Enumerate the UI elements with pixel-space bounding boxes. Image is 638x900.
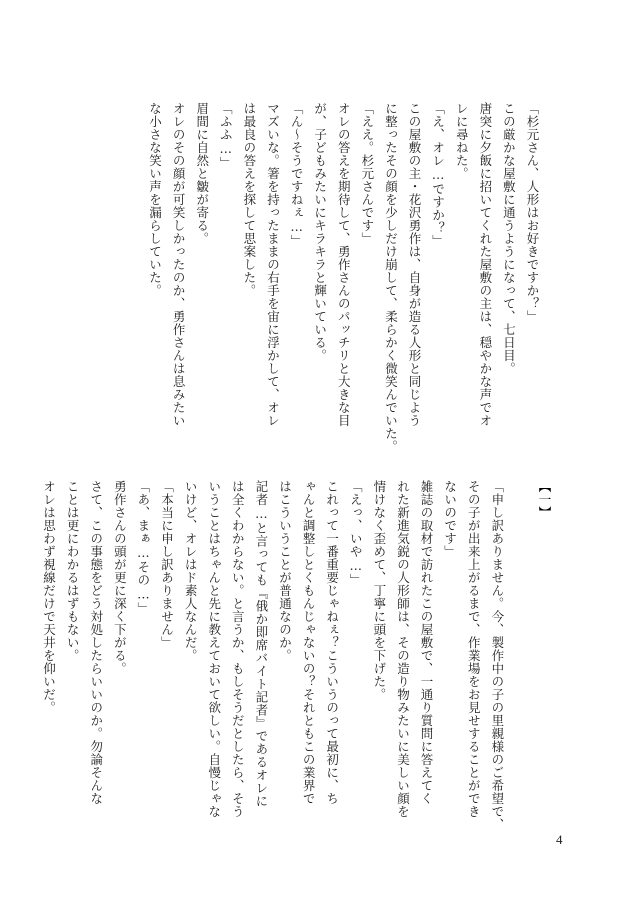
text-line: ないのです」 (442, 480, 458, 558)
text-line: オレの答えを期待して、勇作さんのパッチリと大きな目 (336, 102, 352, 427)
text-line: 記者…と言っても『俄か即席バイト記者』であるオレに (253, 480, 269, 808)
text-line: 「ん〜そうですねぇ…」 (289, 102, 305, 248)
text-line: オレは思わず視線だけで天井を仰いだ。 (41, 480, 57, 714)
text-line: オレのその顔が可笑しかったのか、勇作さんは息みたい (171, 102, 187, 427)
page-number: 4 (556, 832, 563, 847)
text-line: その子が出来上がるまで、作業場をお見せすることができ (466, 480, 482, 818)
text-line: 情けなく歪めて、丁寧に頭を下げた。 (371, 480, 387, 701)
text-line: れた新進気鋭の人形師は、その造り物みたいに美しい顔を (395, 480, 411, 818)
text-line: 眉間に自然と皺が寄る。 (194, 102, 210, 245)
text-line: 「本当に申し訳ありません」 (159, 480, 175, 649)
text-line: は最良の答えを探して思案した。 (241, 102, 257, 297)
text-line: レに尋ねた。 (454, 102, 470, 180)
text-line: ことは更にわかるはずもない。 (65, 480, 81, 662)
chapter-heading: 【一】 (537, 480, 552, 519)
text-line: さて、この事態をどう対処したらいいのか。勿論そんな (88, 480, 104, 805)
text-line: 唐突に夕飯に招いてくれた屋敷の主は、穏やかな声でオ (477, 102, 493, 427)
text-line: な小さな笑い声を漏らしていた。 (147, 102, 163, 297)
upper-text-block (143, 102, 544, 453)
text-line: 勇作さんの頭が更に深く下がる。 (112, 480, 128, 675)
text-line: いうことはちゃんと先に教えておいて欲しい。自慢じゃな (206, 480, 222, 818)
text-line: 「杉元さん、人形はお好きですか？」 (525, 102, 540, 323)
text-line: 「え、オレ…ですか？」 (430, 102, 446, 248)
text-line: これって一番重要じゃねぇ？こういうのって最初に、ち (324, 480, 340, 805)
text-line: に整ったその顔を少しだけ崩して、柔らかく微笑んでいた。 (383, 102, 399, 453)
text-line: マズいな。箸を持ったままの右手を宙に浮かして、オレ (265, 102, 281, 427)
text-line: 「えっ、いや…」 (348, 480, 364, 587)
text-line: はこういうことが普通なのか。 (277, 480, 293, 662)
text-line: 雑誌の取材で訪れたこの屋敷で、一通り質問に答えてく (419, 480, 435, 805)
lower-text-block (37, 480, 556, 832)
text-line: この屋敷の主・花沢勇作は、自身が造る人形と同じよう (407, 102, 423, 427)
text-line: 「ええ。杉元さんです」 (359, 102, 375, 245)
text-line: ゃんと調整しとくもんじゃないの？それともこの業界で (301, 480, 317, 805)
text-line: いけど、オレはド素人なんだ。 (183, 480, 199, 662)
text-line: 「申し訳ありません。今、製作中の子の里親様のご希望で、 (489, 480, 505, 831)
text-line: この厳かな屋敷に通うようになって、七日目。 (501, 102, 517, 375)
text-line: が、子どもみたいにキラキラと輝いている。 (312, 102, 328, 362)
text-line: は全くわからない。と言うか、もしそうだとしたら、そう (230, 480, 246, 818)
text-line: 「あ、まぁ…その…」 (135, 480, 151, 615)
text-line (509, 480, 533, 832)
text-line: 「ふふ…」 (218, 102, 234, 170)
